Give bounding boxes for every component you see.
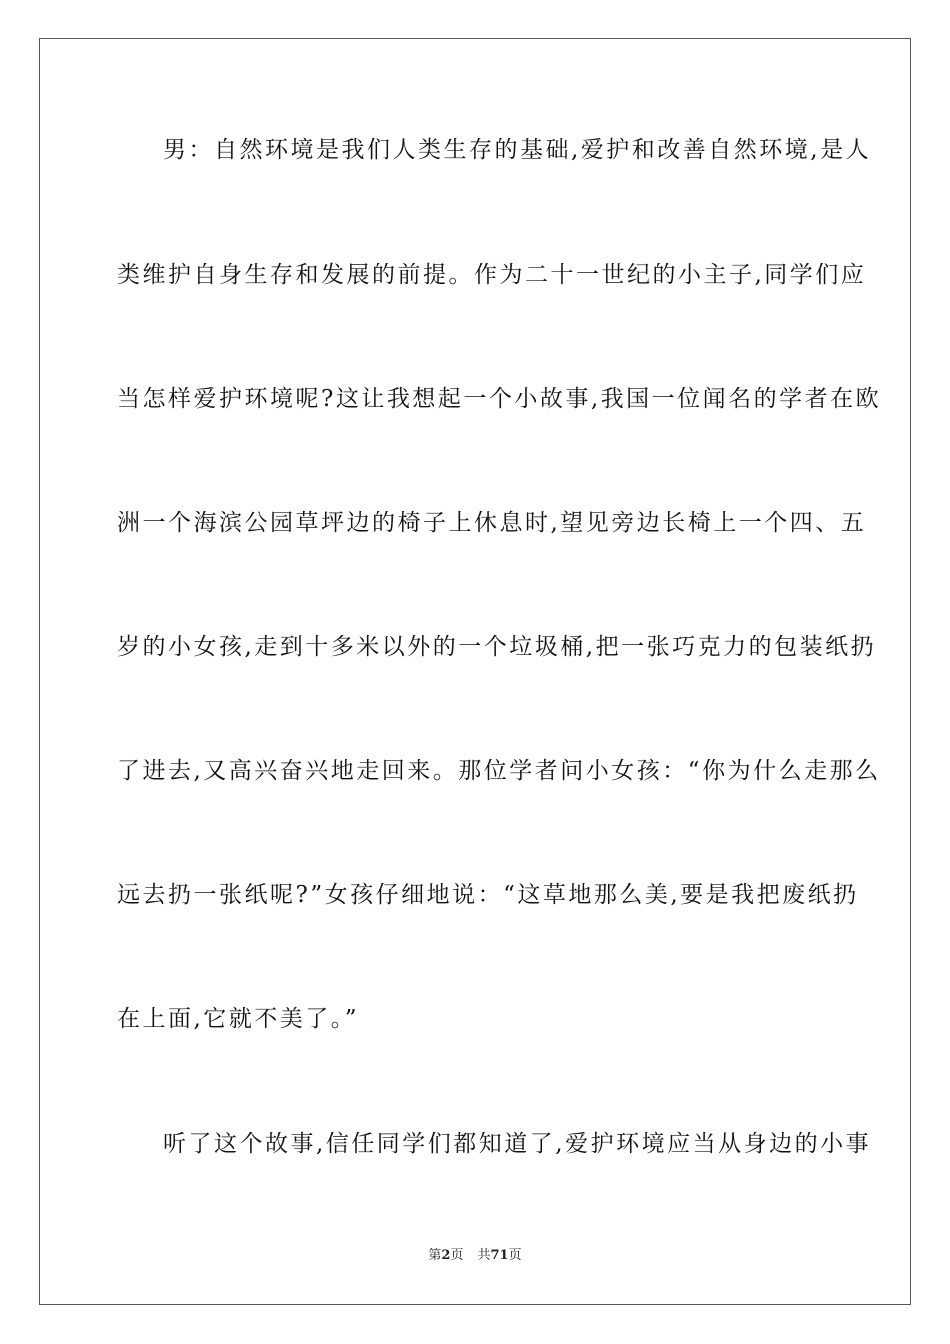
text-line-2: 类维护自身生存和发展的前提。作为二十一世纪的小主子,同学们应 bbox=[117, 262, 867, 288]
page-border bbox=[39, 38, 911, 1305]
footer-total-prefix: 共 bbox=[477, 1248, 491, 1263]
page-footer bbox=[0, 1247, 950, 1265]
text-line-3: 当怎样爱护环境呢?这让我想起一个小故事,我国一位闻名的学者在欧 bbox=[117, 386, 882, 412]
text-line-8: 在上面,它就不美了。” bbox=[117, 1006, 360, 1032]
text-line-9: 听了这个故事,信任同学们都知道了,爱护环境应当从身边的小事 bbox=[163, 1131, 872, 1157]
footer-page-suffix: 页 bbox=[450, 1248, 464, 1263]
text-line-5: 岁的小女孩,走到十多米以外的一个垃圾桶,把一张巧克力的包装纸扔 bbox=[117, 634, 877, 660]
text-line-4: 洲一个海滨公园草坪边的椅子上休息时,望见旁边长椅上一个四、五 bbox=[117, 510, 867, 536]
footer-page-number: 2 bbox=[441, 1248, 451, 1263]
footer-page-prefix: 第 bbox=[428, 1248, 442, 1263]
footer-total-suffix: 页 bbox=[508, 1248, 522, 1263]
text-line-7: 远去扔一张纸呢?”女孩仔细地说：“这草地那么美,要是我把废纸扔 bbox=[117, 882, 859, 908]
text-line-1: 男：自然环境是我们人类生存的基础,爱护和改善自然环境,是人 bbox=[163, 137, 872, 163]
text-line-6: 了进去,又高兴奋兴地走回来。那位学者问小女孩：“你为什么走那么 bbox=[117, 758, 881, 784]
footer-total-pages: 71 bbox=[490, 1248, 509, 1263]
